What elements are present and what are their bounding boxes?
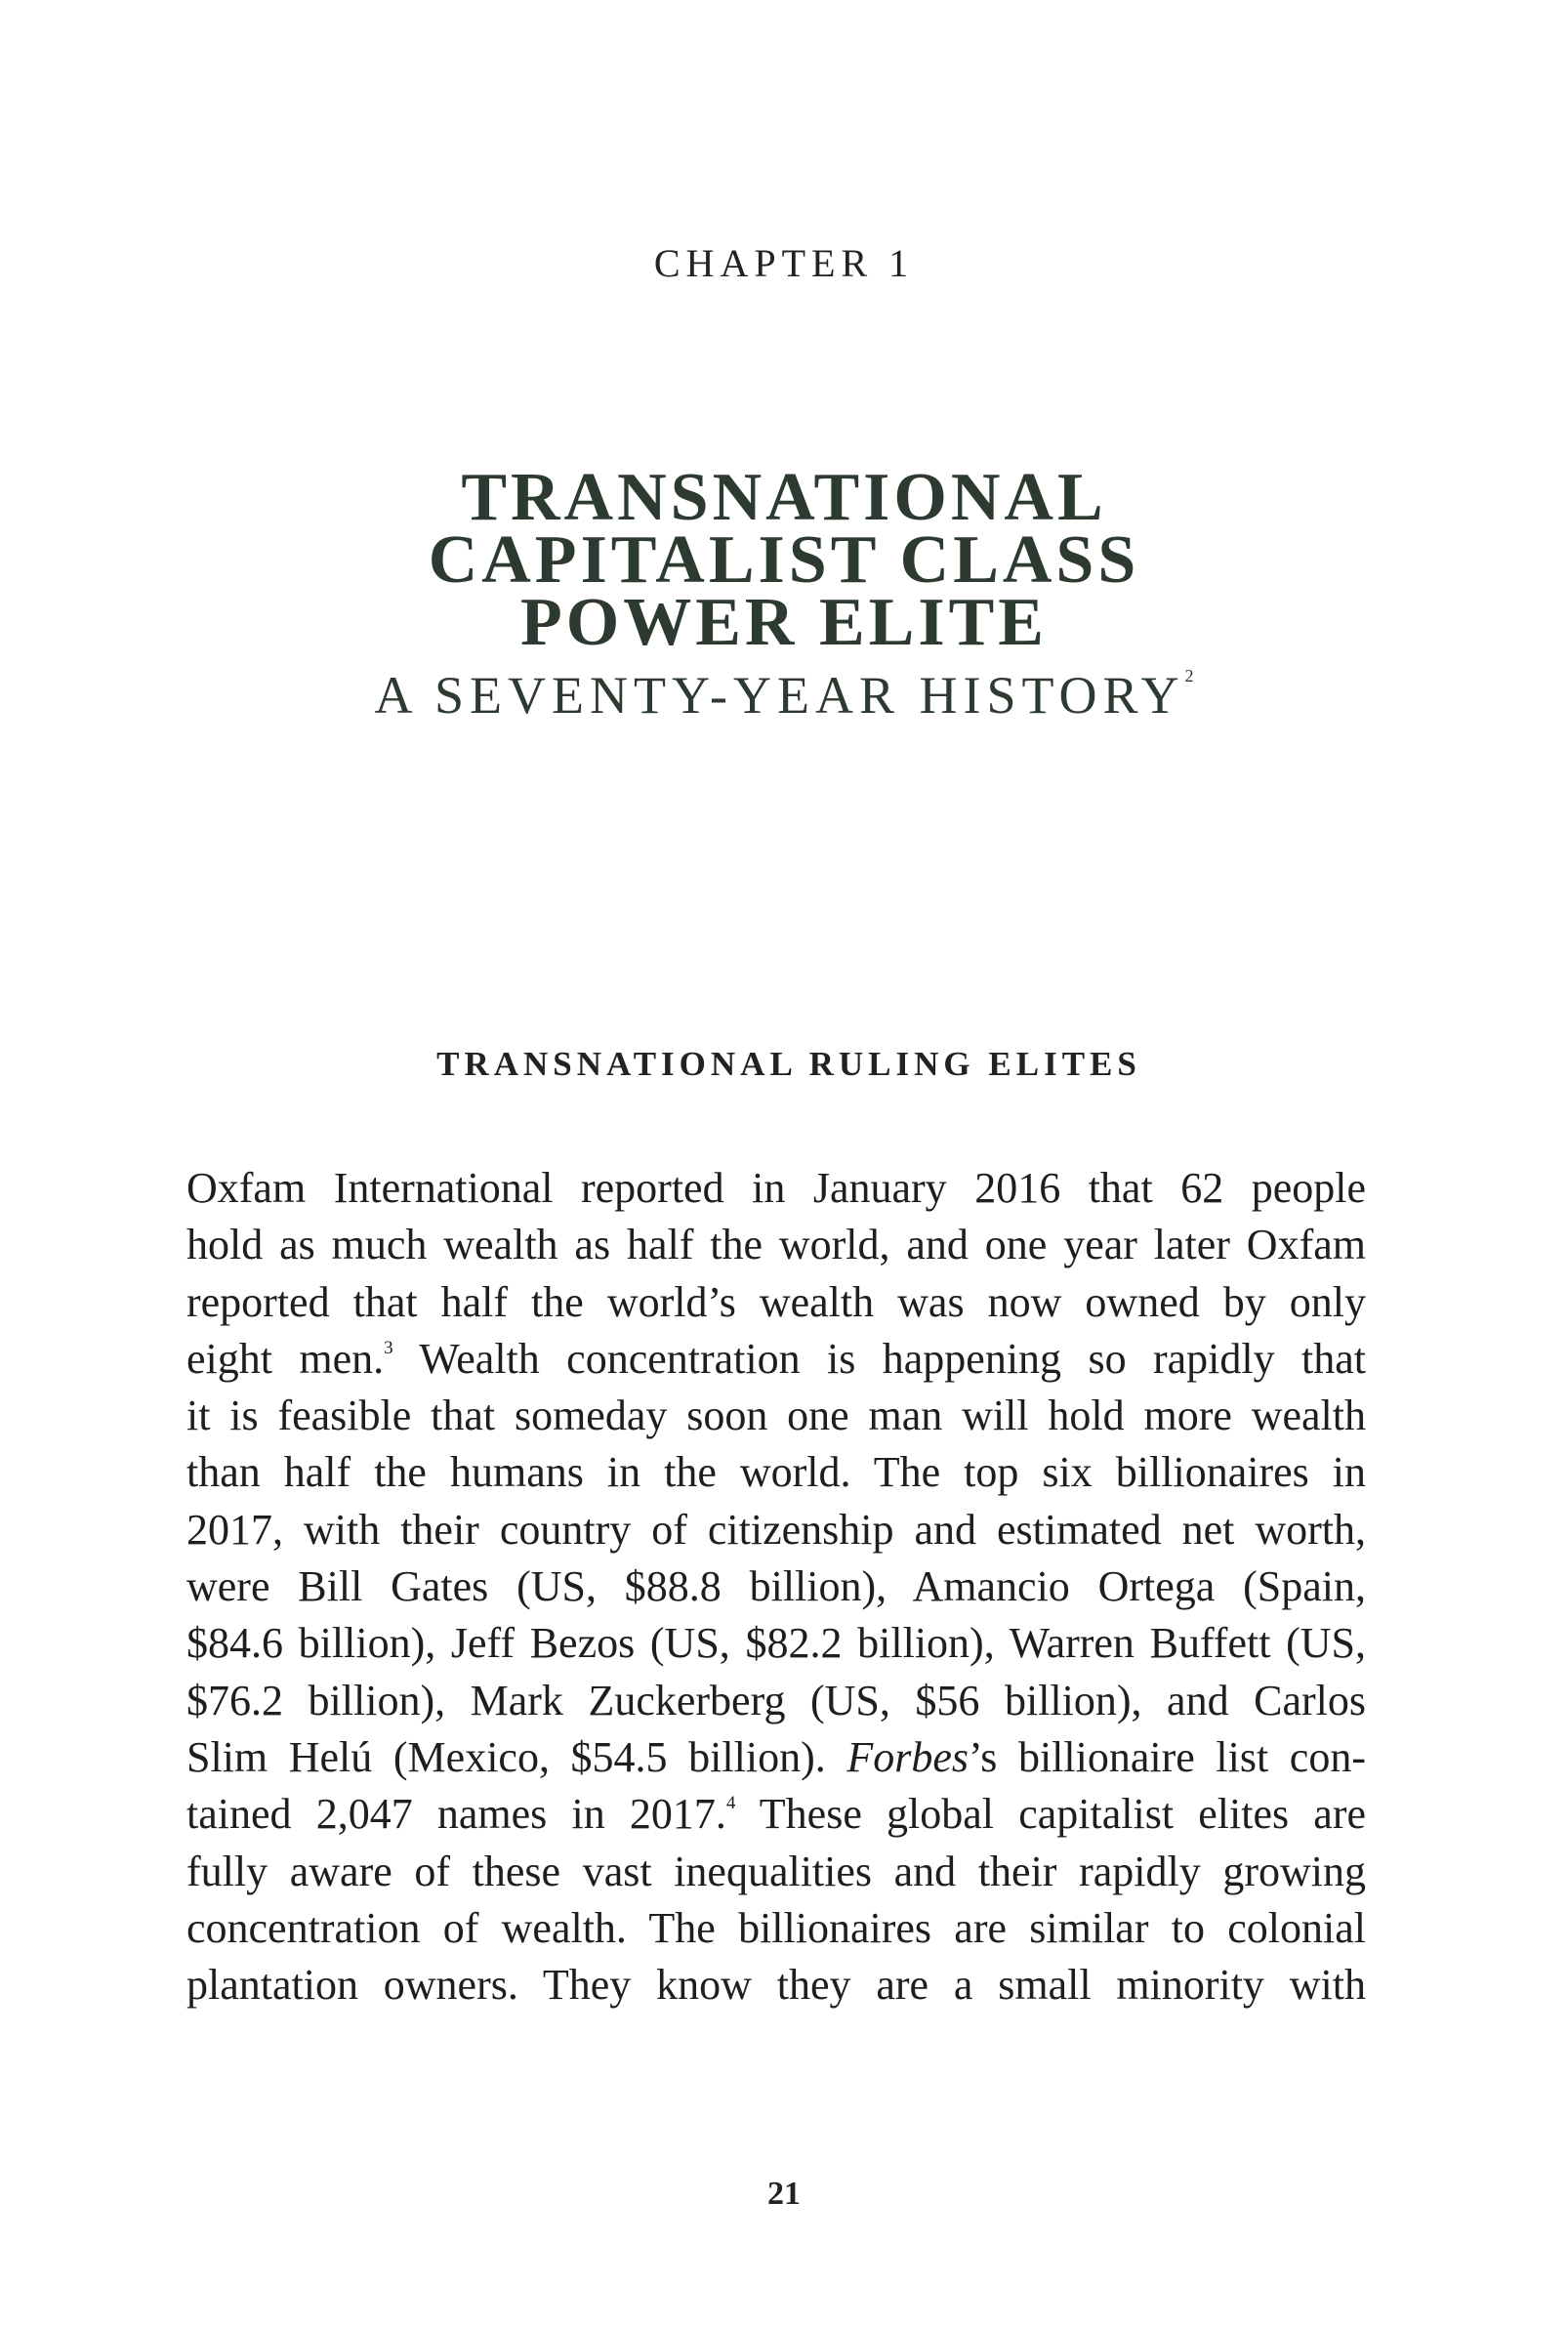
italic-publication-name: Forbes [846, 1732, 969, 1781]
section-heading: TRANSNATIONAL RULING ELITES [436, 1045, 1141, 1083]
body-line: hold as much wealth as half the world, and one year later Oxfam [186, 1221, 1366, 1269]
body-line: $84.6 billion), Jeff Bezos (US, $82.2 billion), Warren Buffett (US, [186, 1619, 1366, 1668]
chapter-label: CHAPTER 1 [653, 241, 915, 285]
body-text-segment: ’s billionaire list con- [969, 1732, 1366, 1781]
body-line [186, 1786, 1366, 1843]
title-line-1: TRANSNATIONAL [461, 460, 1107, 535]
chapter-title [0, 460, 1568, 725]
title-line-3: POWER ELITE [520, 585, 1048, 660]
body-text-segment: tained 2,047 names in 2017. [186, 1790, 726, 1839]
body-line: Oxfam International reported in January 2016 that 62 people [186, 1164, 1366, 1212]
subtitle-footnote-marker: 2 [1184, 666, 1194, 685]
body-line: $76.2 billion), Mark Zuckerberg (US, $56 billion), and Carlos [186, 1676, 1366, 1724]
body-line: reported that half the world’s wealth was now owned by only [186, 1277, 1366, 1326]
body-line: concentration of wealth. The billionaires are similar to colonial [186, 1903, 1366, 1952]
chapter-subtitle [0, 668, 1568, 723]
body-text-segment: Slim Helú (Mexico, $54.5 billion). [186, 1732, 847, 1781]
body-line: plantation owners. They know they are a small minority with [186, 1961, 1366, 2010]
body-text-segment: These global capitalist elites are [735, 1790, 1366, 1839]
body-text-segment: eight men. [186, 1334, 385, 1383]
body-line: were Bill Gates (US, $88.8 billion), Amancio Ortega (Spain, [186, 1562, 1366, 1611]
subtitle-text: A SEVENTY-YEAR HISTORY [374, 666, 1185, 725]
body-line: than half the humans in the world. The top six billionaires in [186, 1448, 1366, 1497]
body-line: fully aware of these vast inequalities and their rapidly growing [186, 1847, 1366, 1895]
page-number: 21 [767, 2176, 801, 2212]
body-line [186, 1729, 1366, 1786]
body-line: 2017, with their country of citizenship and estimated net worth, [186, 1505, 1366, 1554]
footnote-marker: 3 [384, 1337, 393, 1358]
body-text-segment: Wealth concentration is happening so rapidly that [392, 1334, 1366, 1383]
footnote-marker: 4 [725, 1793, 736, 1814]
title-line-2: CAPITALIST CLASS [428, 522, 1140, 598]
body-line [186, 1331, 1366, 1388]
body-paragraph [186, 1160, 1366, 2014]
body-line: it is feasible that someday soon one man will hold more wealth [186, 1391, 1366, 1440]
